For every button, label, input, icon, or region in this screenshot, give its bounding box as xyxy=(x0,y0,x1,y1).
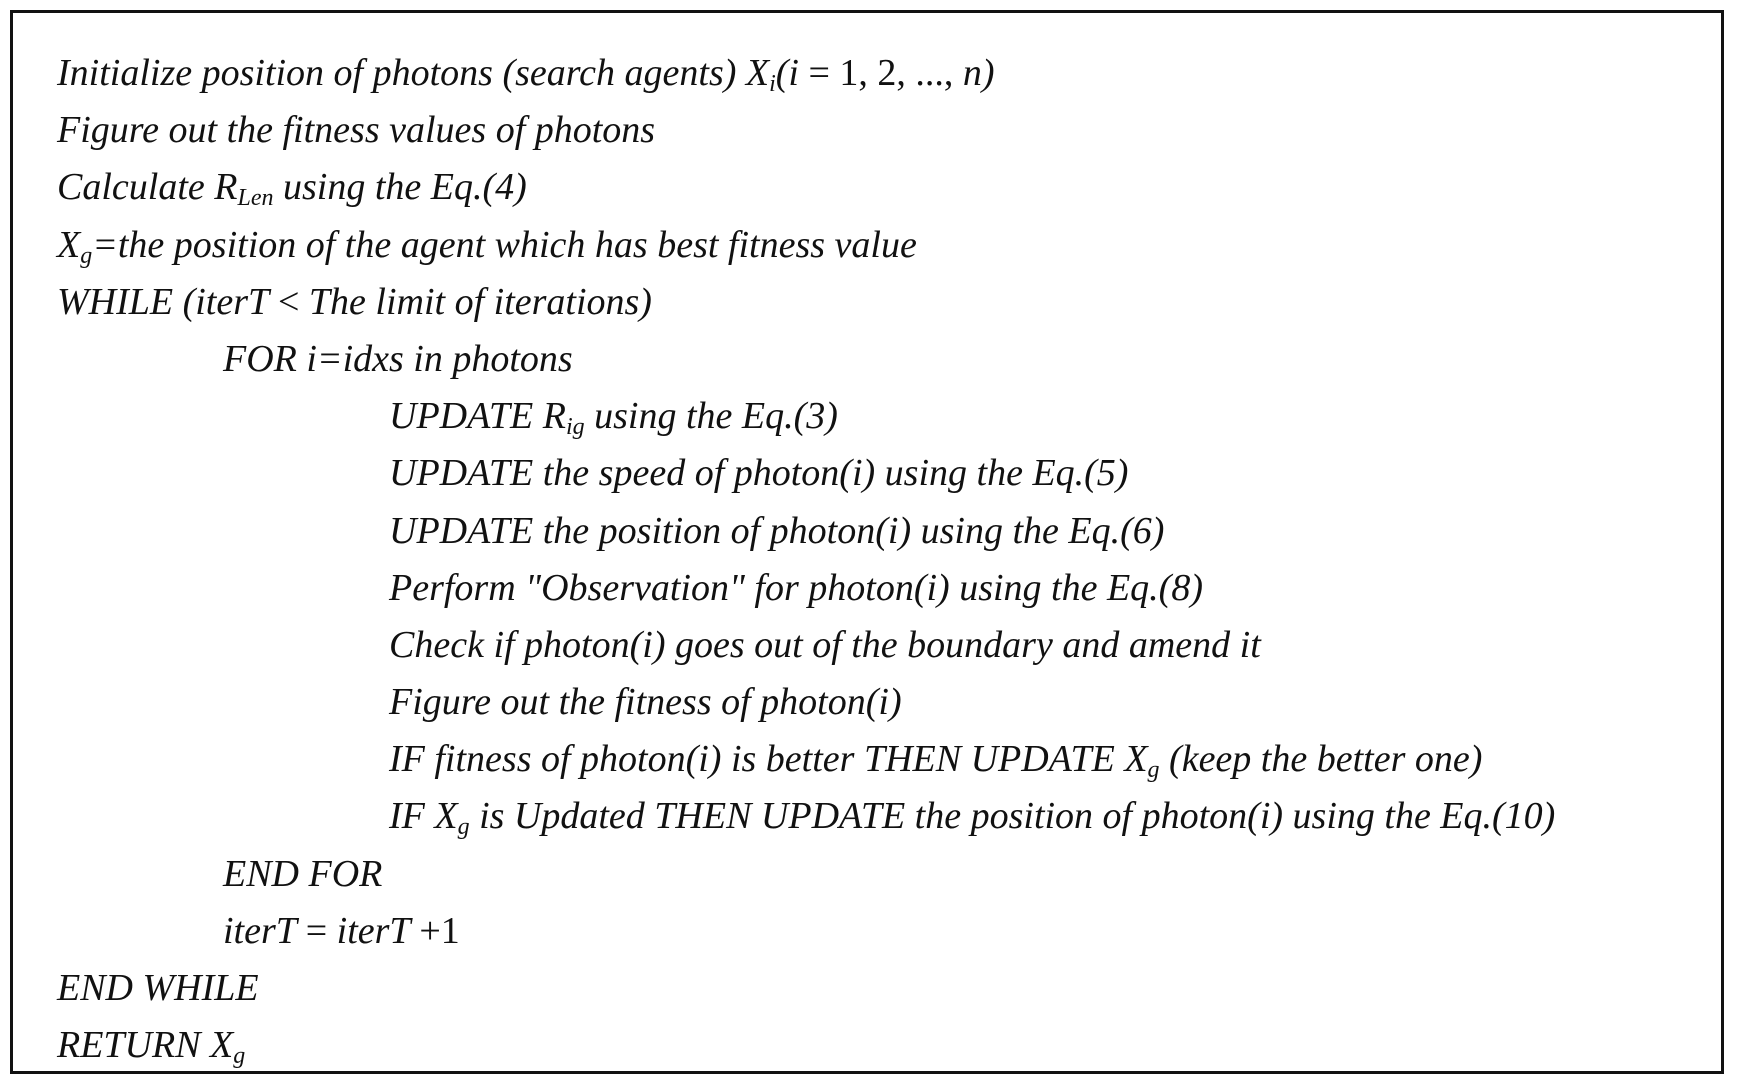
code-text: FOR i=idxs in photons xyxy=(223,337,573,380)
code-text: = 1, 2, ..., xyxy=(808,52,963,94)
code-text: RETURN X xyxy=(57,1024,234,1067)
code-line-5 xyxy=(45,274,1725,331)
code-text: (i xyxy=(775,52,809,94)
code-line-11 xyxy=(45,617,1725,674)
subscript: i xyxy=(769,71,776,97)
code-text: +1 xyxy=(419,909,460,952)
code-text: =the position of the agent which has best fitness value xyxy=(92,223,917,266)
code-text: UPDATE R xyxy=(389,395,566,438)
code-text: < xyxy=(277,280,300,323)
code-text: iterT xyxy=(327,909,420,952)
code-text: Check if photon(i) goes out of the boundary and amend it xyxy=(389,623,1261,666)
code-text: using the Eq.(3) xyxy=(584,395,838,438)
subscript: g xyxy=(1147,757,1160,784)
code-text: (keep the better one) xyxy=(1159,738,1483,781)
code-line-10 xyxy=(45,560,1725,617)
code-line-17 xyxy=(45,960,1725,1017)
code-line-14 xyxy=(45,788,1725,845)
code-line-13 xyxy=(45,731,1725,788)
subscript: g xyxy=(233,1043,246,1070)
code-line-12 xyxy=(45,674,1725,731)
code-line-15 xyxy=(45,846,1725,903)
code-text: Calculate R xyxy=(57,166,238,209)
code-text: using the Eq.(4) xyxy=(273,166,527,209)
code-text: END WHILE xyxy=(57,967,259,1009)
code-text: WHILE (iterT xyxy=(57,280,278,323)
code-text: UPDATE the position of photon(i) using the Eq.(6) xyxy=(389,509,1165,552)
code-text: is Updated THEN UPDATE the position of photon(i) using the Eq.(10) xyxy=(469,795,1556,838)
code-text: n) xyxy=(962,52,995,94)
code-line-4 xyxy=(45,217,1725,274)
code-text: The limit of iterations) xyxy=(299,280,652,323)
code-line-2 xyxy=(45,102,1725,159)
algorithm-box xyxy=(10,10,1724,1074)
code-line-16 xyxy=(45,903,1725,960)
code-text: Initialize position of photons (search agents) X xyxy=(57,52,770,94)
code-text: = xyxy=(305,909,328,952)
pseudocode-lines xyxy=(45,45,1725,1074)
code-line-18 xyxy=(45,1017,1725,1074)
code-text: iterT xyxy=(223,909,306,952)
code-text: END FOR xyxy=(223,852,383,895)
code-text: Perform "Observation" for photon(i) using the Eq.(8) xyxy=(389,566,1203,609)
subscript: Len xyxy=(237,185,274,212)
code-text: X xyxy=(57,223,81,266)
code-text: IF X xyxy=(389,795,458,838)
code-line-9 xyxy=(45,503,1725,560)
code-text: Figure out the fitness of photon(i) xyxy=(389,681,902,724)
code-line-3 xyxy=(45,159,1725,216)
subscript: g xyxy=(80,242,93,269)
code-text: UPDATE the speed of photon(i) using the Eq.(5) xyxy=(389,452,1129,495)
code-line-8 xyxy=(45,445,1725,502)
subscript: ig xyxy=(565,414,585,441)
code-line-6 xyxy=(45,331,1725,388)
code-line-7 xyxy=(45,388,1725,445)
code-line-1 xyxy=(45,45,1725,102)
code-text: Figure out the fitness values of photons xyxy=(57,109,656,152)
subscript: g xyxy=(457,814,470,841)
code-text: IF fitness of photon(i) is better THEN UPDATE X xyxy=(389,738,1148,781)
